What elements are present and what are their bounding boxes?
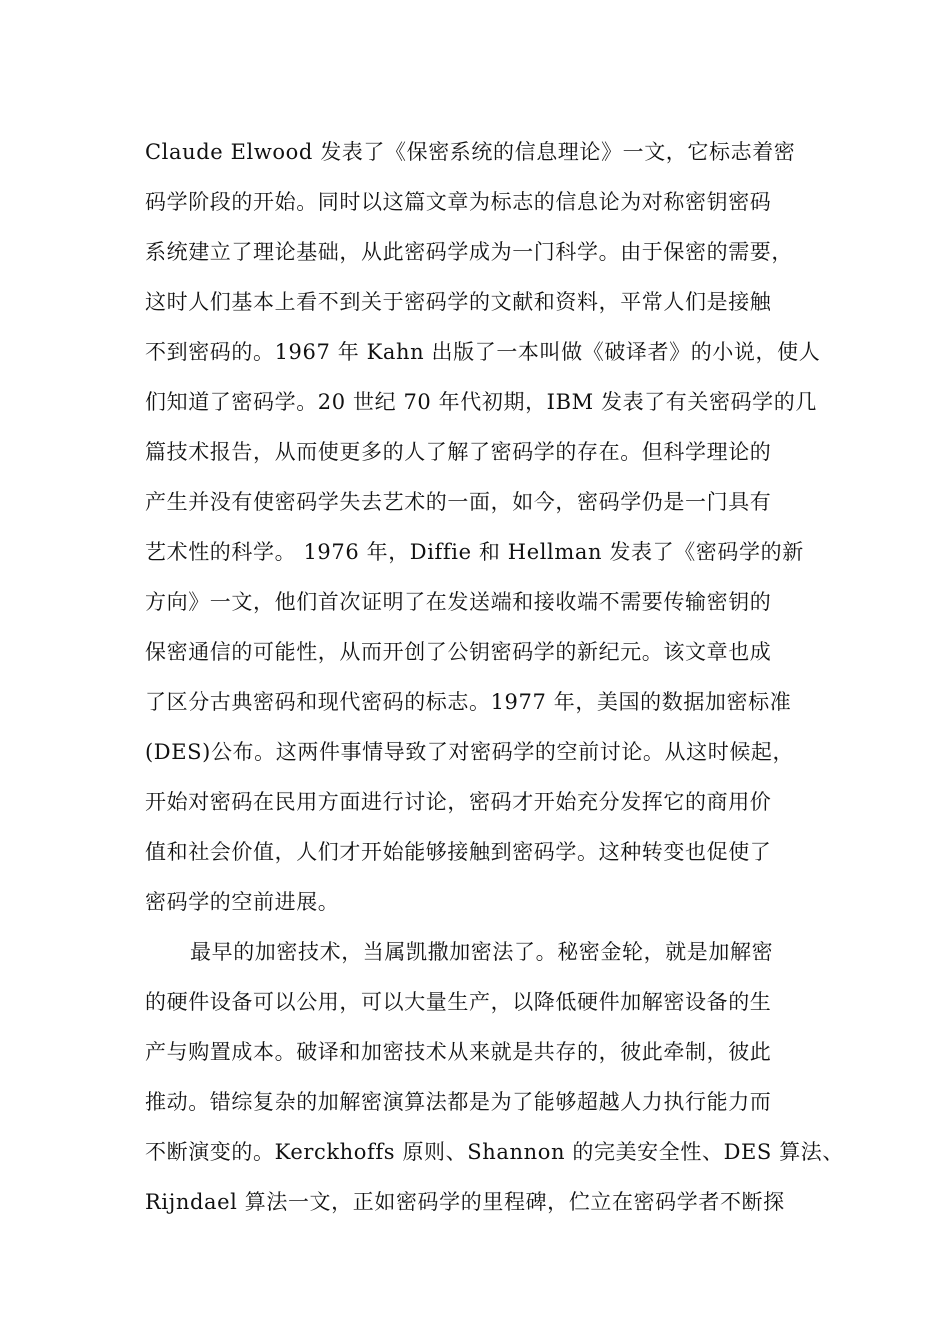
paragraph-2-line-6: Rijndael 算法一文，正如密码学的里程碑，伫立在密码学者不断探 xyxy=(145,1190,785,1214)
paragraph-2-line-2: 的硬件设备可以公用，可以大量生产，以降低硬件加解密设备的生 xyxy=(145,990,772,1014)
paragraph-2-line-3: 产与购置成本。破译和加密技术从来就是共存的，彼此牵制，彼此 xyxy=(145,1040,772,1064)
paragraph-1-line-4: 这时人们基本上看不到关于密码学的文献和资料，平常人们是接触 xyxy=(145,290,772,314)
paragraph-1-line-1: Claude Elwood 发表了《保密系统的信息理论》一文，它标志着密 xyxy=(145,140,796,164)
paragraph-1-line-5: 不到密码的。1967 年 Kahn 出版了一本叫做《破译者》的小说，使人 xyxy=(145,340,821,364)
paragraph-1-line-9: 艺术性的科学。 1976 年，Diffie 和 Hellman 发表了《密码学的新 xyxy=(145,540,804,564)
paragraph-1-line-10: 方向》一文，他们首次证明了在发送端和接收端不需要传输密钥的 xyxy=(145,590,772,614)
paragraph-1-line-7: 篇技术报告，从而使更多的人了解了密码学的存在。但科学理论的 xyxy=(145,440,772,464)
paragraph-1-line-12: 了区分古典密码和现代密码的标志。1977 年，美国的数据加密标准 xyxy=(145,690,792,714)
paragraph-1-line-13: (DES)公布。这两件事情导致了对密码学的空前讨论。从这时候起， xyxy=(145,740,795,764)
paragraph-1-line-8: 产生并没有使密码学失去艺术的一面，如今，密码学仍是一门具有 xyxy=(145,490,772,514)
paragraph-1-line-15: 值和社会价值，人们才开始能够接触到密码学。这种转变也促使了 xyxy=(145,840,772,864)
paragraph-1-line-6: 们知道了密码学。20 世纪 70 年代初期，IBM 发表了有关密码学的几 xyxy=(145,390,817,414)
paragraph-2-line-4: 推动。错综复杂的加解密演算法都是为了能够超越人力执行能力而 xyxy=(145,1090,772,1114)
paragraph-1-line-16: 密码学的空前进展。 xyxy=(145,890,340,914)
paragraph-1-line-2: 码学阶段的开始。同时以这篇文章为标志的信息论为对称密钥密码 xyxy=(145,190,772,214)
paragraph-2-line-5: 不断演变的。Kerckhoffs 原则、Shannon 的完美安全性、DES 算法、 xyxy=(145,1140,844,1164)
paragraph-1-line-14: 开始对密码在民用方面进行讨论，密码才开始充分发挥它的商用价 xyxy=(145,790,772,814)
paragraph-2-line-1: 最早的加密技术，当属凯撒加密法了。秘密金轮，就是加解密 xyxy=(190,940,774,964)
paragraph-1-line-3: 系统建立了理论基础，从此密码学成为一门科学。由于保密的需要， xyxy=(145,240,793,264)
paragraph-1-line-11: 保密通信的可能性，从而开创了公钥密码学的新纪元。该文章也成 xyxy=(145,640,772,664)
